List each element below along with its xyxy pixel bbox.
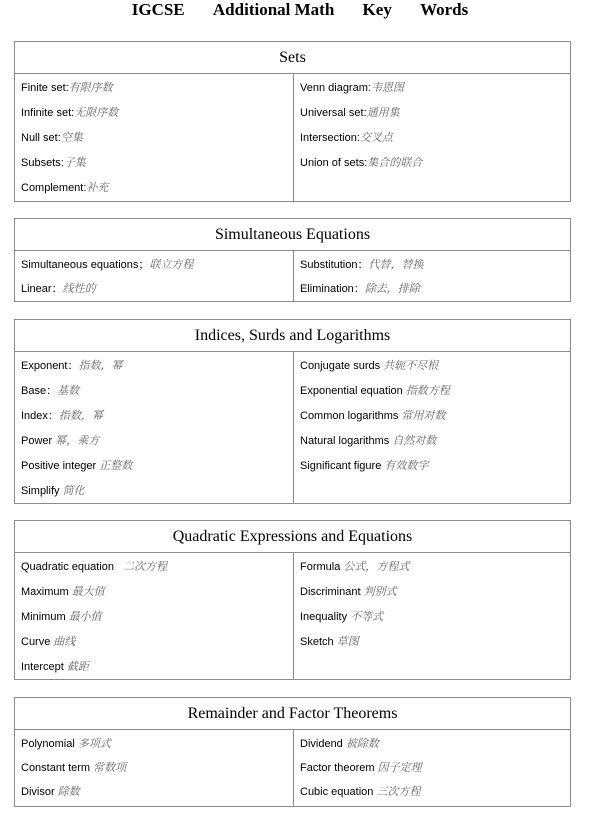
term-en: Null set: [21,132,61,144]
term-cn: 线性的 [62,283,96,295]
term-cn: 幂，乘方 [55,435,100,447]
term-en: Sketch [300,636,334,648]
term-en: Conjugate surds [300,360,381,372]
term-row [300,101,564,126]
term-row [21,76,287,101]
term-cn: 最大值 [71,586,105,598]
term-row [21,176,287,201]
term-cn: 正整数 [99,460,133,472]
term-row [21,732,287,756]
term-cn: 补充 [86,182,109,194]
term-en: Power [21,435,53,447]
right-column [294,74,570,201]
term-row [300,580,564,605]
section-sets [14,41,571,202]
right-column [294,730,570,806]
term-cn: 被除数 [345,738,379,750]
title-word-words: Words [420,0,469,19]
term-cn: 指数方程 [405,385,450,397]
term-cn: 不等式 [350,611,384,623]
term-row [21,379,287,404]
title-word-key: Key [362,0,392,19]
term-cn: 判别式 [363,586,397,598]
title-word-additional-math: Additional Math [212,0,335,19]
term-row [300,555,564,580]
term-cn: 韦恩图 [370,82,404,94]
term-row [300,253,564,277]
term-row [300,354,564,379]
term-en: Positive integer [21,460,97,472]
term-en: Constant term [21,762,91,774]
term-cn: 无限序数 [74,107,119,119]
term-cn: 二次方程 [123,561,168,573]
term-en: Inequality [300,611,348,623]
term-cn: 集合的联合 [367,157,423,169]
right-column [294,553,570,679]
term-row [300,429,564,454]
term-en: Subsets: [21,157,64,169]
term-cn: 共轭不尽根 [383,360,439,372]
term-en: Minimum [21,611,66,623]
page-title [0,0,600,20]
term-cn: 基数 [57,385,80,397]
term-row [21,605,287,630]
term-cn: 代替，替换 [368,259,424,271]
title-word-igcse: IGCSE [131,0,185,19]
term-row [300,630,564,655]
section-heading: Indices, Surds and Logarithms [15,320,570,352]
section-quadratic-expressions [14,520,571,680]
term-cn: 联立方程 [149,259,194,271]
term-row [300,379,564,404]
term-row [21,630,287,655]
term-en: Factor theorem [300,762,375,774]
term-en: Elimination： [300,283,365,295]
term-row [21,429,287,454]
term-en: Linear： [21,283,63,295]
term-row [21,780,287,804]
term-en: Discriminant [300,586,361,598]
term-cn: 交叉点 [359,132,393,144]
term-row [300,780,564,804]
term-en: Exponent： [21,360,79,372]
term-row [300,76,564,101]
term-en: Substitution： [300,259,369,271]
left-column [15,74,294,201]
term-row [21,655,287,680]
term-cn: 三次方程 [376,786,421,798]
term-cn: 最小值 [68,611,102,623]
left-column [15,352,294,503]
term-row [300,151,564,176]
term-row [21,479,287,504]
term-cn: 指数，幂 [58,410,103,422]
term-cn: 草图 [336,636,359,648]
term-row [21,354,287,379]
term-en: Base： [21,385,58,397]
term-cn: 空集 [60,132,83,144]
section-simultaneous-equations [14,218,571,302]
term-cn: 有限序数 [68,82,113,94]
term-cn: 多项式 [77,738,111,750]
term-row [21,126,287,151]
term-en: Complement: [21,182,87,194]
term-en: Common logarithms [300,410,399,422]
term-en: Curve [21,636,51,648]
term-en: Universal set: [300,107,367,119]
term-cn: 曲线 [53,636,76,648]
term-row [300,605,564,630]
term-row [21,253,287,277]
term-en: Intersection: [300,132,360,144]
term-en: Intercept [21,661,64,673]
term-cn: 子集 [63,157,86,169]
term-row [300,732,564,756]
left-column [15,553,294,679]
term-en: Simultaneous equations； [21,259,150,271]
term-en: Quadratic equation [21,561,114,573]
right-column [294,352,570,503]
term-en: Index： [21,410,59,422]
term-en: Polynomial [21,738,75,750]
term-row [21,277,287,301]
term-en: Formula [300,561,341,573]
right-column [294,251,570,303]
section-heading: Simultaneous Equations [15,219,570,251]
term-row [21,404,287,429]
term-en: Natural logarithms [300,435,390,447]
term-row [21,580,287,605]
term-cn: 因子定理 [377,762,422,774]
term-en: Venn diagram: [300,82,371,94]
term-en: Significant figure [300,460,382,472]
term-cn: 除去，排除 [364,283,420,295]
term-en: Maximum [21,586,69,598]
term-row [300,126,564,151]
term-cn: 有效数字 [384,460,429,472]
term-en: Divisor [21,786,55,798]
term-cn: 指数，幂 [78,360,123,372]
term-cn: 常用对数 [401,410,446,422]
section-heading: Sets [15,42,570,74]
term-cn: 除数 [57,786,80,798]
term-cn: 自然对数 [392,435,437,447]
term-en: Finite set: [21,82,69,94]
section-remainder-factor-theorems [14,697,571,807]
term-row [300,454,564,479]
term-en: Simplify [21,485,60,497]
term-row [21,555,287,580]
term-row [21,151,287,176]
left-column [15,730,294,806]
term-cn: 通用集 [366,107,400,119]
term-en: Infinite set: [21,107,75,119]
left-column [15,251,294,301]
term-en: Cubic equation [300,786,374,798]
section-indices-surds-logarithms [14,319,571,504]
term-row [300,404,564,429]
term-en: Exponential equation [300,385,403,397]
term-row [300,277,564,301]
term-cn: 截距 [66,661,89,673]
section-heading: Remainder and Factor Theorems [15,698,570,730]
term-row [21,756,287,780]
term-cn: 简化 [62,485,85,497]
term-cn: 常数项 [93,762,127,774]
term-row [300,756,564,780]
term-en: Union of sets: [300,157,368,169]
section-heading: Quadratic Expressions and Equations [15,521,570,553]
term-en: Dividend [300,738,343,750]
term-row [21,101,287,126]
term-row [21,454,287,479]
term-cn: 公式，方程式 [343,561,410,573]
